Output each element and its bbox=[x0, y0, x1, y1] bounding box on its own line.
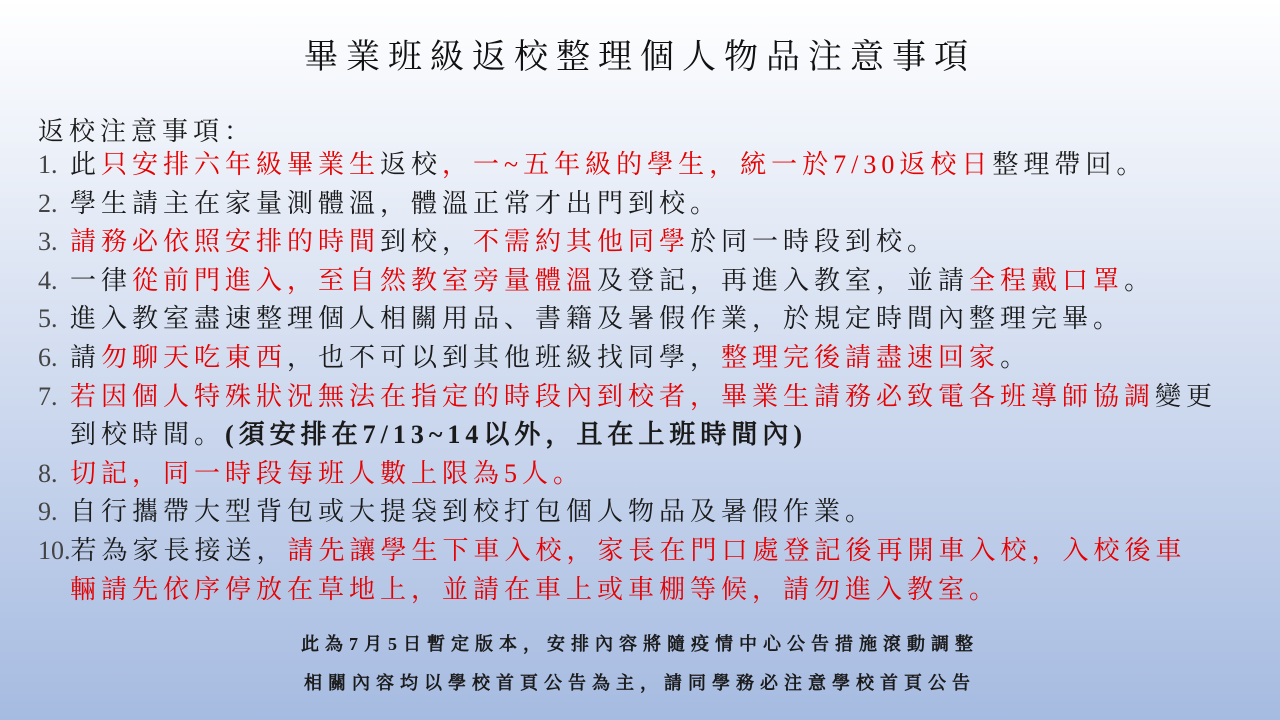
item-number: 7. bbox=[38, 381, 58, 411]
highlighted-text: 輛請先依序停放在草地上，並請在車上或車棚等候，請勿進入教室。 bbox=[70, 574, 1001, 604]
page-title: 畢業班級返校整理個人物品注意事項 bbox=[304, 39, 976, 76]
highlighted-text: 從前門進入，至自然教室旁量體溫 bbox=[132, 265, 598, 295]
item-number: 3. bbox=[38, 227, 58, 257]
bold-text: (須安排在7/13~14以外，且在上班時間內) bbox=[225, 420, 808, 450]
notice-text: 學生請主在家量測體溫，體溫正常才出門到校。 bbox=[70, 188, 722, 218]
notice-text: 變更 bbox=[1155, 381, 1218, 411]
notice-text: 此 bbox=[70, 150, 102, 179]
notice-item bbox=[38, 455, 1268, 494]
section-heading: 返校注意事項： bbox=[38, 117, 256, 146]
item-number: 5. bbox=[38, 304, 58, 334]
item-number: 1. bbox=[38, 150, 58, 179]
notice-line bbox=[38, 300, 1268, 339]
notice-text: 整理帶回。 bbox=[992, 150, 1148, 179]
notice-text: 一律 bbox=[70, 265, 133, 295]
notice-text: 若為家長接送， bbox=[70, 535, 288, 565]
highlighted-text: 整理完後請盡速回家 bbox=[721, 342, 1001, 372]
highlighted-text: 全程戴口罩 bbox=[969, 265, 1125, 295]
notice-text: ，也不可以到其他班級找同學， bbox=[287, 342, 722, 372]
item-number: 10. bbox=[38, 535, 71, 565]
highlighted-text: 若因個人特殊狀況無法在指定的時段內到校者，畢業生請務必致電各班導師協調 bbox=[70, 381, 1156, 411]
footer-note: 此為7月5日暫定版本，安排內容將隨疫情中心公告措施滾動調整 bbox=[301, 634, 979, 654]
notice-item bbox=[38, 378, 1268, 455]
item-number: 2. bbox=[38, 188, 58, 218]
notice-text: 到校時間。 bbox=[70, 420, 226, 450]
highlighted-text: 不需約其他同學 bbox=[473, 227, 691, 257]
notice-item bbox=[38, 262, 1268, 301]
highlighted-text: 請先讓學生下車入校，家長在門口處登記後再開車入校，入校後車 bbox=[287, 535, 1187, 565]
notice-line bbox=[38, 455, 1268, 494]
highlighted-text: 請務必依照安排的時間 bbox=[70, 227, 381, 257]
notice-line bbox=[38, 532, 1268, 571]
notice-item bbox=[38, 532, 1268, 609]
highlighted-text: 切記，同一時段每班人數上限為5人。 bbox=[70, 458, 585, 488]
item-number: 8. bbox=[38, 458, 58, 488]
notice-line bbox=[38, 146, 1268, 185]
notice-text: 返校 bbox=[380, 150, 443, 179]
notice-line bbox=[38, 339, 1268, 378]
notice-text: 於同一時段到校。 bbox=[690, 227, 939, 257]
notice-item bbox=[38, 300, 1268, 339]
item-number: 9. bbox=[38, 497, 58, 527]
notice-text: 自行攜帶大型背包或大提袋到校打包個人物品及暑假作業。 bbox=[70, 497, 877, 527]
notice-item bbox=[38, 223, 1268, 262]
notice-list bbox=[38, 146, 1268, 609]
notice-line bbox=[38, 185, 1268, 224]
notice-line bbox=[38, 416, 1268, 455]
notice-text: 請 bbox=[70, 342, 102, 372]
notice-text: 。 bbox=[1000, 342, 1032, 372]
notice-item bbox=[38, 493, 1268, 532]
footer-note: 相關內容均以學校首頁公告為主，請同學務必注意學校首頁公告 bbox=[304, 673, 976, 693]
notice-item bbox=[38, 185, 1268, 224]
item-number: 6. bbox=[38, 342, 58, 372]
notice-line bbox=[38, 262, 1268, 301]
notice-item bbox=[38, 146, 1268, 185]
notice-line bbox=[38, 378, 1268, 417]
highlighted-text: 勿聊天吃東西 bbox=[101, 342, 288, 372]
highlighted-text: ，一~五年級的學生，統一於7/30返校日 bbox=[442, 150, 993, 179]
notice-text: 到校， bbox=[380, 227, 474, 257]
notice-text: 進入教室盡速整理個人相關用品、書籍及暑假作業，於規定時間內整理完畢。 bbox=[70, 304, 1125, 334]
notice-line bbox=[38, 571, 1268, 610]
notice-text: 及登記，再進入教室，並請 bbox=[597, 265, 970, 295]
notice-item bbox=[38, 339, 1268, 378]
notice-line bbox=[38, 493, 1268, 532]
notice-line bbox=[38, 223, 1268, 262]
highlighted-text: 只安排六年級畢業生 bbox=[101, 150, 381, 179]
notice-text: 。 bbox=[1124, 265, 1156, 295]
item-number: 4. bbox=[38, 265, 58, 295]
